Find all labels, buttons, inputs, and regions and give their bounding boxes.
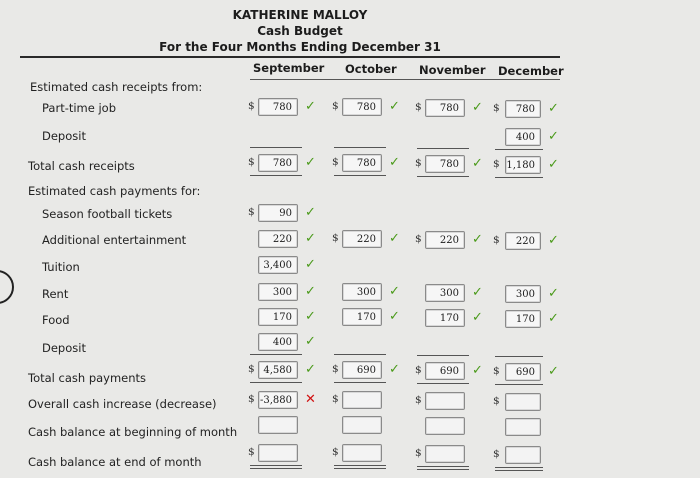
dollar-sign: $ bbox=[493, 234, 500, 246]
check-icon: ✓ bbox=[548, 233, 559, 248]
tuition-sep-input[interactable]: 3,400 bbox=[258, 256, 298, 274]
sum-underline bbox=[334, 175, 386, 176]
double-underline bbox=[334, 468, 386, 469]
sum-underline bbox=[334, 147, 386, 148]
total-receipts-dec-input[interactable]: 1,180 bbox=[505, 156, 541, 174]
part-time-job-nov-input[interactable]: 780 bbox=[425, 99, 465, 117]
check-icon: ✓ bbox=[305, 284, 316, 299]
dollar-sign: $ bbox=[248, 363, 255, 375]
check-icon: ✓ bbox=[548, 311, 559, 326]
check-icon: ✓ bbox=[305, 257, 316, 272]
sum-underline bbox=[495, 149, 543, 150]
total-payments-oct-input[interactable]: 690 bbox=[342, 361, 382, 379]
sum-underline bbox=[417, 148, 469, 149]
part-time-job-oct-input[interactable]: 780 bbox=[342, 98, 382, 116]
dollar-sign: $ bbox=[415, 101, 422, 113]
ending-balance-sep-input[interactable] bbox=[258, 444, 298, 462]
sum-underline bbox=[250, 465, 302, 466]
sum-underline bbox=[417, 176, 469, 177]
check-icon: ✓ bbox=[305, 231, 316, 246]
rent-nov-input[interactable]: 300 bbox=[425, 284, 465, 302]
cross-icon: ✕ bbox=[305, 392, 316, 407]
payments-heading: Estimated cash payments for: bbox=[28, 184, 201, 198]
sum-underline bbox=[334, 465, 386, 466]
label-rent: Rent bbox=[42, 287, 69, 301]
food-nov-input[interactable]: 170 bbox=[425, 309, 465, 327]
ending-balance-oct-input[interactable] bbox=[342, 444, 382, 462]
check-icon: ✓ bbox=[548, 364, 559, 379]
label-football-tickets: Season football tickets bbox=[42, 207, 173, 221]
col-header-december: December bbox=[498, 64, 564, 78]
dollar-sign: $ bbox=[332, 100, 339, 112]
dollar-sign: $ bbox=[415, 157, 422, 169]
check-icon: ✓ bbox=[472, 100, 483, 115]
label-tuition: Tuition bbox=[42, 260, 80, 274]
beginning-balance-oct-input[interactable] bbox=[342, 416, 382, 434]
food-dec-input[interactable]: 170 bbox=[505, 310, 541, 328]
sum-underline bbox=[417, 466, 469, 467]
dollar-sign: $ bbox=[248, 100, 255, 112]
dollar-sign: $ bbox=[493, 102, 500, 114]
check-icon: ✓ bbox=[472, 232, 483, 247]
entertainment-oct-input[interactable]: 220 bbox=[342, 230, 382, 248]
dollar-sign: $ bbox=[248, 206, 255, 218]
partial-circle-marker bbox=[0, 270, 14, 304]
report-period: For the Four Months Ending December 31 bbox=[159, 40, 441, 54]
entertainment-dec-input[interactable]: 220 bbox=[505, 232, 541, 250]
entertainment-nov-input[interactable]: 220 bbox=[425, 231, 465, 249]
check-icon: ✓ bbox=[389, 284, 400, 299]
sum-underline bbox=[250, 147, 302, 148]
label-beginning-balance: Cash balance at beginning of month bbox=[28, 425, 238, 439]
dollar-sign: $ bbox=[332, 446, 339, 458]
check-icon: ✓ bbox=[548, 129, 559, 144]
food-oct-input[interactable]: 170 bbox=[342, 308, 382, 326]
double-underline bbox=[417, 469, 469, 470]
overall-change-sep-input[interactable]: -3,880 bbox=[258, 391, 298, 409]
dollar-sign: $ bbox=[415, 394, 422, 406]
dollar-sign: $ bbox=[248, 393, 255, 405]
check-icon: ✓ bbox=[305, 309, 316, 324]
overall-change-nov-input[interactable] bbox=[425, 392, 465, 410]
check-icon: ✓ bbox=[305, 155, 316, 170]
check-icon: ✓ bbox=[389, 155, 400, 170]
check-icon: ✓ bbox=[472, 156, 483, 171]
total-receipts-nov-input[interactable]: 780 bbox=[425, 155, 465, 173]
sum-underline bbox=[250, 175, 302, 176]
sum-underline bbox=[495, 356, 543, 357]
receipts-heading: Estimated cash receipts from: bbox=[30, 80, 203, 94]
report-title: Cash Budget bbox=[257, 24, 343, 38]
sum-underline bbox=[334, 382, 386, 383]
check-icon: ✓ bbox=[305, 205, 316, 220]
part-time-job-dec-input[interactable]: 780 bbox=[505, 100, 541, 118]
label-part-time-job: Part-time job bbox=[42, 101, 117, 115]
sum-underline bbox=[417, 355, 469, 356]
sum-underline bbox=[417, 383, 469, 384]
check-icon: ✓ bbox=[305, 362, 316, 377]
ending-balance-dec-input[interactable] bbox=[505, 446, 541, 464]
dollar-sign: $ bbox=[332, 363, 339, 375]
dollar-sign: $ bbox=[248, 156, 255, 168]
label-total-payments: Total cash payments bbox=[28, 371, 147, 385]
dollar-sign: $ bbox=[415, 447, 422, 459]
col-header-september: September bbox=[253, 61, 325, 75]
deposit-receipt-dec-input[interactable]: 400 bbox=[505, 128, 541, 146]
rent-sep-input[interactable]: 300 bbox=[258, 283, 298, 301]
company-name: KATHERINE MALLOY bbox=[232, 8, 368, 22]
dollar-sign: $ bbox=[493, 365, 500, 377]
label-ending-balance: Cash balance at end of month bbox=[28, 455, 202, 469]
label-overall-change: Overall cash increase (decrease) bbox=[28, 397, 217, 411]
check-icon: ✓ bbox=[472, 285, 483, 300]
total-receipts-oct-input[interactable]: 780 bbox=[342, 154, 382, 172]
dollar-sign: $ bbox=[415, 233, 422, 245]
beginning-balance-nov-input[interactable] bbox=[425, 417, 465, 435]
label-total-receipts: Total cash receipts bbox=[28, 159, 135, 173]
check-icon: ✓ bbox=[472, 363, 483, 378]
label-entertainment: Additional entertainment bbox=[42, 233, 187, 247]
total-payments-dec-input[interactable]: 690 bbox=[505, 363, 541, 381]
overall-change-oct-input[interactable] bbox=[342, 391, 382, 409]
sum-underline bbox=[495, 384, 543, 385]
part-time-job-sep-input[interactable]: 780 bbox=[258, 98, 298, 116]
double-underline bbox=[495, 470, 543, 471]
dollar-sign: $ bbox=[332, 232, 339, 244]
label-food: Food bbox=[42, 313, 70, 327]
dollar-sign: $ bbox=[493, 448, 500, 460]
beginning-balance-dec-input[interactable] bbox=[505, 418, 541, 436]
check-icon: ✓ bbox=[305, 334, 316, 349]
label-deposit-receipt: Deposit bbox=[42, 129, 86, 143]
sum-underline bbox=[250, 382, 302, 383]
check-icon: ✓ bbox=[472, 310, 483, 325]
check-icon: ✓ bbox=[389, 231, 400, 246]
label-deposit-payment: Deposit bbox=[42, 341, 86, 355]
total-payments-sep-input[interactable]: 4,580 bbox=[258, 361, 298, 379]
check-icon: ✓ bbox=[305, 99, 316, 114]
total-receipts-sep-input[interactable]: 780 bbox=[258, 154, 298, 172]
dollar-sign: $ bbox=[332, 156, 339, 168]
food-sep-input[interactable]: 170 bbox=[258, 308, 298, 326]
overall-change-dec-input[interactable] bbox=[505, 393, 541, 411]
dollar-sign: $ bbox=[248, 446, 255, 458]
sum-underline bbox=[495, 467, 543, 468]
dollar-sign: $ bbox=[493, 158, 500, 170]
dollar-sign: $ bbox=[493, 395, 500, 407]
entertainment-sep-input[interactable]: 220 bbox=[258, 230, 298, 248]
header-rule bbox=[20, 56, 560, 58]
check-icon: ✓ bbox=[389, 362, 400, 377]
sum-underline bbox=[250, 354, 302, 355]
col-header-october: October bbox=[345, 62, 397, 76]
rent-dec-input[interactable]: 300 bbox=[505, 285, 541, 303]
col-header-rule bbox=[250, 79, 560, 80]
check-icon: ✓ bbox=[548, 101, 559, 116]
beginning-balance-sep-input[interactable] bbox=[258, 416, 298, 434]
check-icon: ✓ bbox=[389, 309, 400, 324]
double-underline bbox=[250, 468, 302, 469]
sum-underline bbox=[495, 177, 543, 178]
check-icon: ✓ bbox=[389, 99, 400, 114]
deposit-payment-sep-input[interactable]: 400 bbox=[258, 333, 298, 351]
rent-oct-input[interactable]: 300 bbox=[342, 283, 382, 301]
football-sep-input[interactable]: 90 bbox=[258, 204, 298, 222]
total-payments-nov-input[interactable]: 690 bbox=[425, 362, 465, 380]
check-icon: ✓ bbox=[548, 286, 559, 301]
col-header-november: November bbox=[419, 63, 486, 77]
dollar-sign: $ bbox=[415, 364, 422, 376]
ending-balance-nov-input[interactable] bbox=[425, 445, 465, 463]
dollar-sign: $ bbox=[332, 393, 339, 405]
check-icon: ✓ bbox=[548, 157, 559, 172]
sum-underline bbox=[334, 354, 386, 355]
